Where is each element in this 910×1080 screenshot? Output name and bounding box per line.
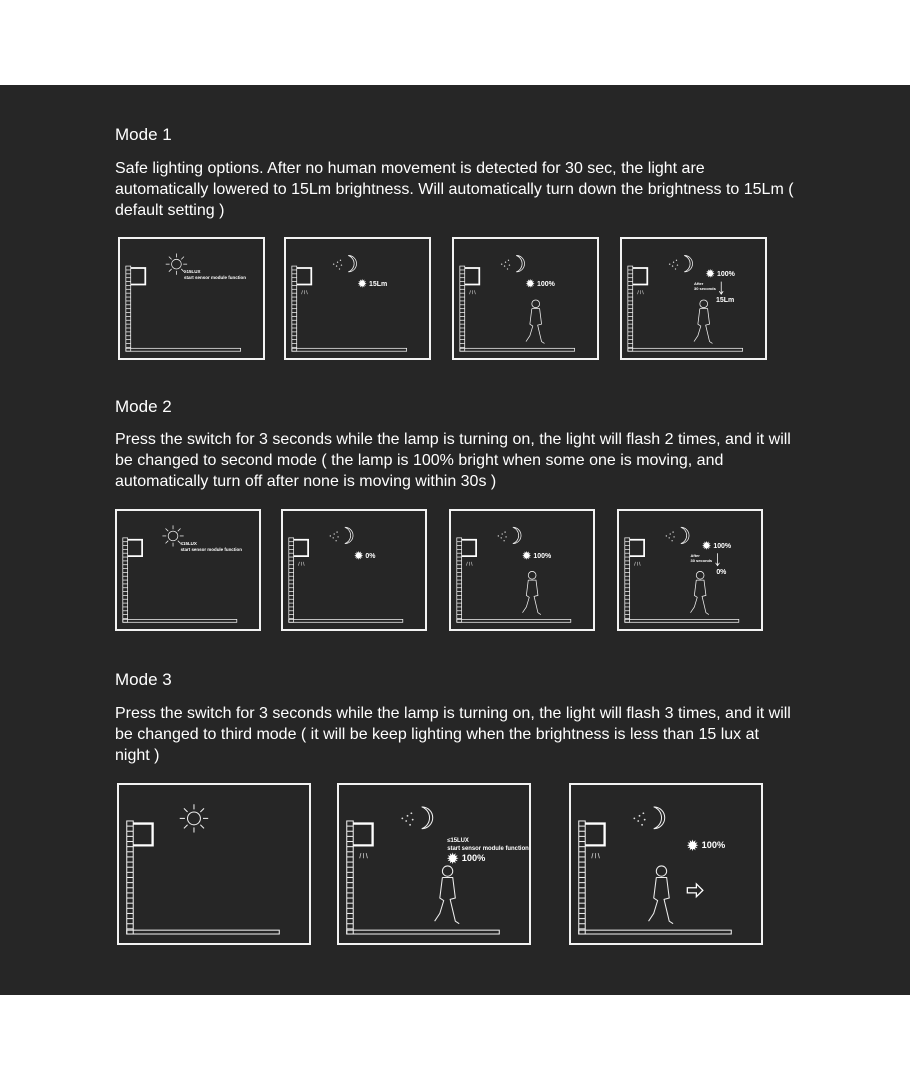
scene-panel xyxy=(281,509,427,631)
scene-panel xyxy=(620,237,767,360)
ground-icon xyxy=(579,930,732,934)
ground-icon xyxy=(457,619,571,622)
light-rays-icon xyxy=(470,290,476,294)
wall-icon xyxy=(625,538,630,622)
wall-icon xyxy=(347,821,353,934)
sun-icon xyxy=(180,804,208,832)
brightness-sun-icon: ✹ xyxy=(354,550,363,562)
lamp-icon xyxy=(630,540,644,556)
scene-panel xyxy=(449,509,595,631)
lux-threshold-label: ≤15LUX xyxy=(180,540,197,546)
mode-description: Press the switch for 3 seconds while the lamp is turning on, the light will flash 3 times, and it will be changed to third mode ( it will be keep lighting when the brightness is less than 15 lux at night ) xyxy=(115,705,791,764)
moon-stars-icon xyxy=(330,527,353,543)
final-brightness-value: 15Lm xyxy=(716,297,735,304)
light-rays-icon xyxy=(466,562,472,566)
ground-icon xyxy=(123,619,237,622)
after-label: After xyxy=(690,552,700,558)
scene-panel xyxy=(452,237,599,360)
lamp-icon xyxy=(128,540,142,556)
lamp-icon xyxy=(297,268,312,284)
wall-icon xyxy=(123,538,128,622)
scene-panel xyxy=(617,509,763,631)
brightness-value: 100% xyxy=(701,840,726,851)
after-label: After xyxy=(694,281,704,286)
moon-stars-icon xyxy=(666,527,689,543)
ground-icon xyxy=(292,348,407,351)
walking-person-icon xyxy=(435,866,460,924)
after-seconds-label: 30 seconds xyxy=(690,557,713,563)
lux-threshold-label: ≤15LUX xyxy=(447,837,469,844)
moon-stars-icon xyxy=(669,255,693,271)
mode-description: Safe lighting options. After no human movement is detected for 30 sec, the light are automatically lowered to 15Lm brightness. Will automatically turn down the brightness to 15Lm ( default setting ) xyxy=(115,160,794,219)
scene-panel xyxy=(115,509,261,631)
moon-stars-icon xyxy=(401,807,432,829)
lamp-icon xyxy=(462,540,476,556)
moon-stars-icon xyxy=(333,255,357,271)
scene-panel xyxy=(569,783,763,945)
scene-panel xyxy=(284,237,431,360)
mode-title: Mode 3 xyxy=(115,670,172,689)
moon-stars-icon xyxy=(633,807,664,829)
brightness-sun-icon: ✹ xyxy=(702,540,711,552)
ground-icon xyxy=(460,348,575,351)
lamp-icon xyxy=(133,824,152,846)
light-rays-icon xyxy=(360,853,368,858)
scene-panel xyxy=(337,783,531,945)
lamp-icon xyxy=(353,824,372,846)
light-rays-icon xyxy=(592,853,600,858)
walking-person-icon xyxy=(526,300,544,344)
wall-icon xyxy=(460,266,465,351)
lamp-icon xyxy=(465,268,480,284)
brightness-sun-icon: ✹ xyxy=(522,550,531,562)
lux-threshold-label: ≥15LUX xyxy=(184,269,201,274)
brightness-value: 100% xyxy=(537,281,555,288)
scene-panel xyxy=(117,783,311,945)
lamp-icon xyxy=(131,268,146,284)
sensor-function-label: start sensor module function xyxy=(180,546,242,552)
light-rays-icon xyxy=(298,562,304,566)
mode-title: Mode 1 xyxy=(115,125,172,144)
walking-person-icon xyxy=(690,571,708,614)
wall-icon xyxy=(628,266,633,351)
brightness-value: 100% xyxy=(533,552,552,560)
walking-person-icon xyxy=(694,300,712,344)
after-seconds-label: 30 seconds xyxy=(694,286,716,291)
arrow-down-icon xyxy=(719,282,723,295)
wall-icon xyxy=(126,266,131,351)
walking-person-icon xyxy=(522,571,540,614)
moon-stars-icon xyxy=(501,255,525,271)
ground-icon xyxy=(625,619,739,622)
light-rays-icon xyxy=(638,290,644,294)
arrow-down-icon xyxy=(716,553,720,565)
brightness-value: 100% xyxy=(717,271,735,278)
mode-title: Mode 2 xyxy=(115,397,172,416)
brightness-sun-icon: ✹ xyxy=(687,837,699,853)
brightness-value: 100% xyxy=(461,853,486,864)
ground-icon xyxy=(126,348,241,351)
walking-person-icon xyxy=(649,866,674,924)
wall-icon xyxy=(457,538,462,622)
lamp-icon xyxy=(585,824,604,846)
moon-stars-icon xyxy=(498,527,521,543)
wall-icon xyxy=(127,821,133,934)
wall-icon xyxy=(292,266,297,351)
lamp-icon xyxy=(633,268,648,284)
brightness-value: 0% xyxy=(365,552,376,560)
brightness-sun-icon: ✹ xyxy=(447,850,459,866)
scene-panel xyxy=(118,237,265,360)
arrow-right-icon xyxy=(687,884,703,897)
ground-icon xyxy=(289,619,403,622)
mode-description: Press the switch for 3 seconds while the lamp is turning on, the light will flash 2 times, and it will be changed to second mode ( the lamp is 100% bright when some one is moving, and automatically turn off after none is moving within 30s ) xyxy=(115,431,791,490)
brightness-value: 15Lm xyxy=(369,281,388,288)
brightness-sun-icon: ✹ xyxy=(706,269,715,280)
wall-icon xyxy=(289,538,294,622)
ground-icon xyxy=(127,930,280,934)
sensor-function-label: start sensor module function xyxy=(447,845,529,852)
brightness-value: 100% xyxy=(713,542,732,550)
lamp-icon xyxy=(294,540,308,556)
brightness-sun-icon: ✹ xyxy=(526,279,535,290)
final-brightness-value: 0% xyxy=(716,568,727,576)
sensor-function-label: start sensor module function xyxy=(184,275,247,280)
ground-icon xyxy=(628,348,743,351)
brightness-sun-icon: ✹ xyxy=(358,279,367,290)
ground-icon xyxy=(347,930,500,934)
light-rays-icon xyxy=(302,290,308,294)
wall-icon xyxy=(579,821,585,934)
light-rays-icon xyxy=(634,562,640,566)
